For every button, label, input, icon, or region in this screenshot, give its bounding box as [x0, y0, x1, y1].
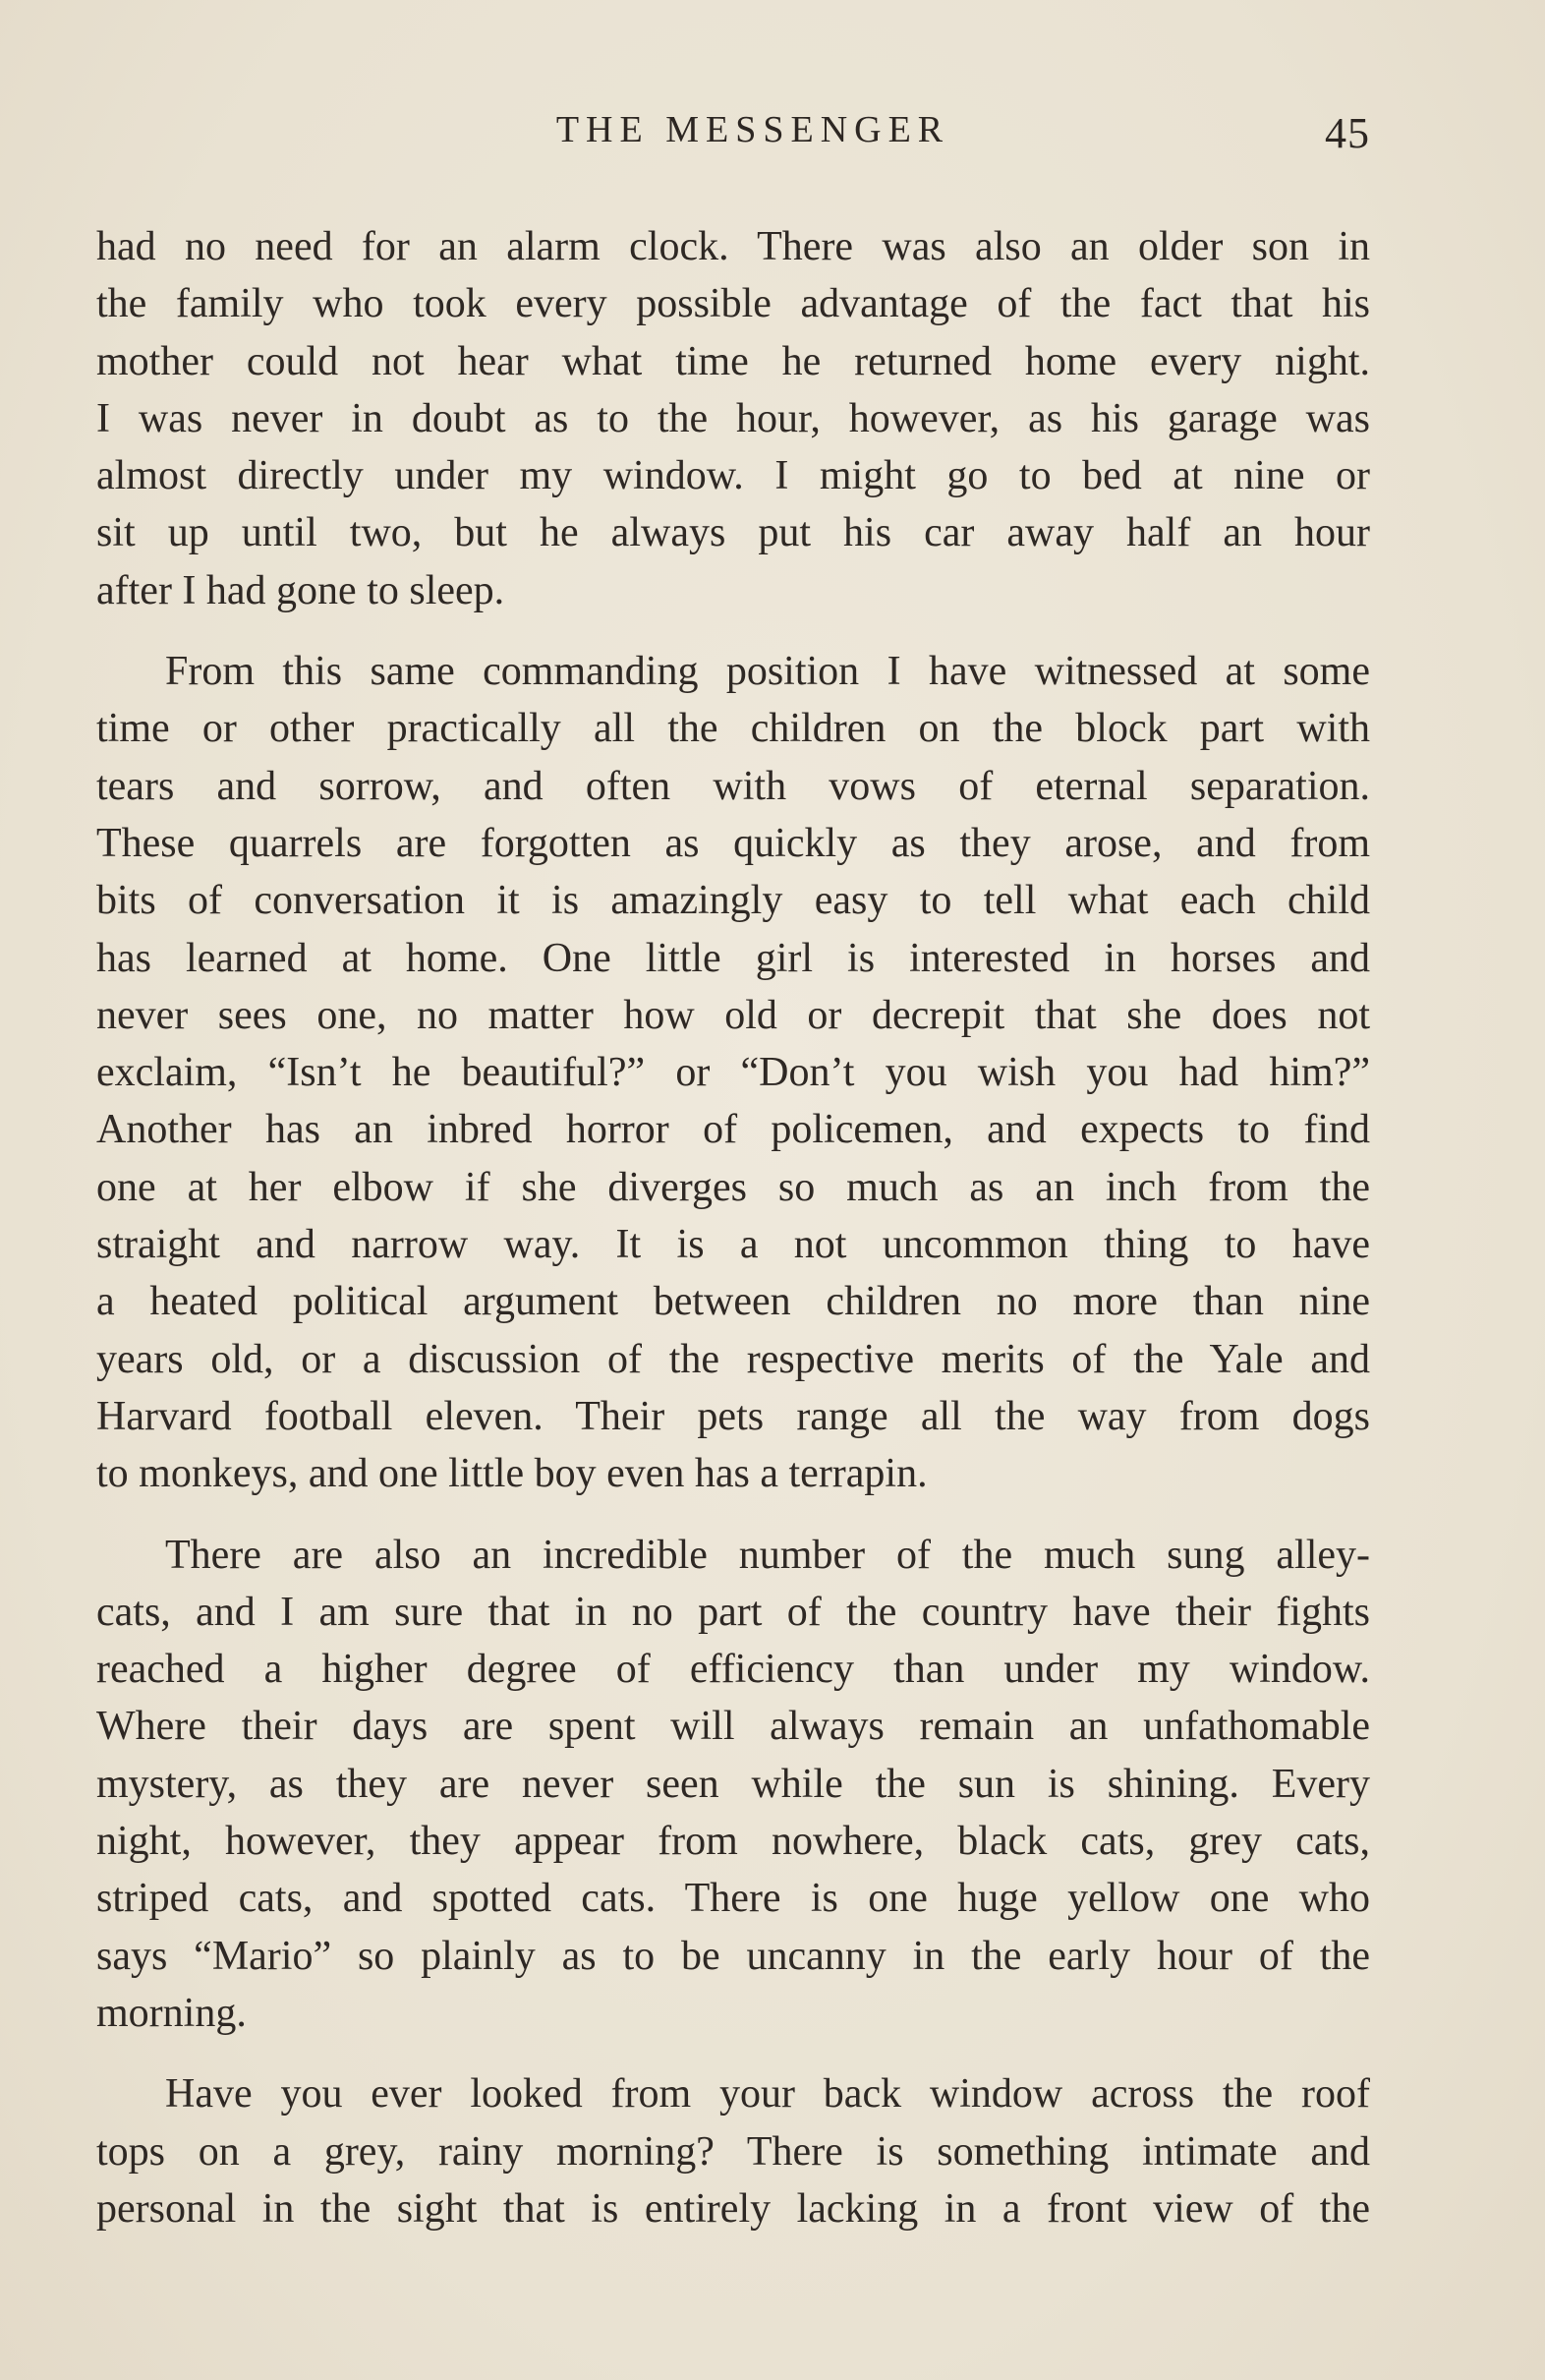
text-line: Harvard football eleven. Their pets range all the way from dogs: [96, 1393, 1370, 1439]
text-line: There are also an incredible number of the much sung alley-: [165, 1532, 1370, 1578]
text-line: tears and sorrow, and often with vows of eternal separation.: [96, 763, 1370, 809]
paragraph: [96, 2065, 1370, 2237]
text-line: straight and narrow way. It is a not uncommon thing to have: [96, 1222, 1370, 1268]
text-line: These quarrels are forgotten as quickly as they arose, and from: [96, 820, 1370, 866]
text-line: never sees one, no matter how old or decrepit that she does not: [96, 992, 1370, 1038]
text-line: tops on a grey, rainy morning? There is something intimate and: [96, 2128, 1370, 2175]
text-line: the family who took every possible advantage of the fact that his: [96, 281, 1370, 327]
text-line: mystery, as they are never seen while the sun is shining. Every: [96, 1761, 1370, 1807]
text-line: Have you ever looked from your back window across the roof: [165, 2071, 1370, 2118]
text-line: night, however, they appear from nowhere, black cats, grey cats,: [96, 1819, 1370, 1865]
text-line: after I had gone to sleep.: [96, 567, 505, 613]
text-line: says “Mario” so plainly as to be uncanny in the early hour of the: [96, 1933, 1370, 1979]
text-line: Where their days are spent will always remain an unfathomable: [96, 1704, 1370, 1750]
text-line: mother could not hear what time he returned home every night.: [96, 338, 1370, 384]
text-line: to monkeys, and one little boy even has a terrapin.: [96, 1451, 928, 1497]
page-number: 45: [1325, 109, 1370, 157]
text-line: sit up until two, but he always put his car away half an hour: [96, 510, 1370, 556]
text-line: reached a higher degree of efficiency than under my window.: [96, 1647, 1370, 1693]
paragraph: [96, 1527, 1370, 2043]
text-line: I was never in doubt as to the hour, however, as his garage was: [96, 395, 1370, 441]
text-line: almost directly under my window. I might go to bed at nine or: [96, 453, 1370, 499]
text-line: From this same commanding position I have witnessed at some: [165, 649, 1370, 695]
text-line: a heated political argument between children no more than nine: [96, 1279, 1370, 1325]
text-line: exclaim, “Isn’t he beautiful?” or “Don’t you wish you had him?”: [96, 1050, 1370, 1096]
text-line: time or other practically all the children on the block part with: [96, 706, 1370, 752]
paragraph: [96, 643, 1370, 1502]
running-head: THE MESSENGER: [555, 109, 950, 150]
text-line: cats, and I am sure that in no part of the country have their fights: [96, 1589, 1370, 1635]
text-line: bits of conversation it is amazingly easy to tell what each child: [96, 878, 1370, 924]
text-line: Another has an inbred horror of policemen, and expects to find: [96, 1107, 1370, 1153]
text-line: morning.: [96, 1990, 247, 2036]
text-line: has learned at home. One little girl is interested in horses and: [96, 935, 1370, 981]
text-line: personal in the sight that is entirely lacking in a front view of the: [96, 2185, 1370, 2232]
text-line: years old, or a discussion of the respective merits of the Yale and: [96, 1336, 1370, 1382]
paragraph: [96, 218, 1370, 619]
text-line: striped cats, and spotted cats. There is one huge yellow one who: [96, 1876, 1370, 1922]
text-line: had no need for an alarm clock. There was also an older son in: [96, 224, 1370, 269]
body-text: [96, 218, 1370, 2261]
text-line: one at her elbow if she diverges so much as an inch from the: [96, 1164, 1370, 1210]
page-header: [96, 108, 1370, 167]
